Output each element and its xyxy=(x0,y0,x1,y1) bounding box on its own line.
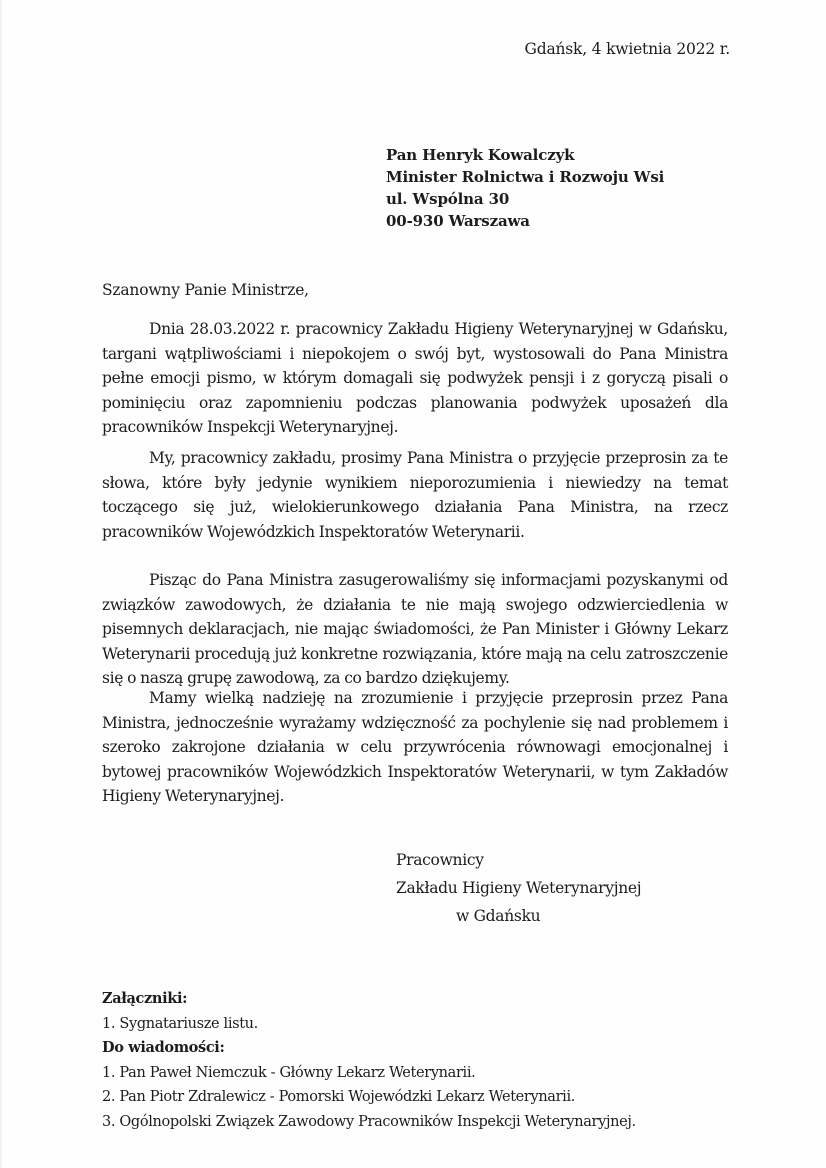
body-paragraph-1 xyxy=(102,317,728,440)
paragraph-text: My, pracownicy zakładu, prosimy Pana Ministra o przyjęcie przeprosin za te słowa, które były jedynie wynikiem nieporozumienia i niewiedzy na temat toczącego się już, wielokierunkowego działania Pana Ministra, na rzecz pracowników Wojewódzkich Inspektoratów Weterynarii. xyxy=(102,449,728,541)
signature-line-2: Zakładu Higieny Weterynaryjnej xyxy=(396,879,642,897)
body-paragraph-3 xyxy=(102,568,728,691)
recipient-address xyxy=(386,144,664,232)
footer-notes xyxy=(102,987,636,1134)
salutation: Szanowny Panie Ministrze, xyxy=(102,281,309,299)
recipient-title: Minister Rolnictwa i Rozwoju Wsi xyxy=(386,168,665,186)
paragraph-text: Pisząc do Pana Ministra zasugerowaliśmy się informacjami pozyskanymi od związków zawodowych, że działania te nie mają swojego odzwierciedlenia w pisemnych deklaracjach, nie mając świadomości, że Pan Minister i Główny Lekarz Weterynarii procedują już konkretne rozwiązania, które mają na celu zatroszczenie się o naszą grupę zawodową, za co bardzo dziękujemy. xyxy=(102,571,728,687)
attachments-heading: Załączniki: xyxy=(102,990,188,1007)
attachment-item: 1. Sygnatariusze listu. xyxy=(102,1015,258,1032)
body-paragraph-4 xyxy=(102,686,728,809)
signature-block xyxy=(396,846,641,930)
paragraph-text: Mamy wielką nadzieję na zrozumienie i przyjęcie przeprosin przez Pana Ministra, jednocześnie wyrażamy wdzięczność za pochylenie się nad problemem i szeroko zakrojone działania w celu przywrócenia równowagi emocjonalnej i bytowej pracowników Wojewódzkich Inspektoratów Weterynarii, w tym Zakładów Higieny Weterynaryjnej. xyxy=(102,689,728,805)
scan-edge xyxy=(0,0,2,1168)
paragraph-text: Dnia 28.03.2022 r. pracownicy Zakładu Higieny Weterynaryjnej w Gdańsku, targani wątpliwościami i niepokojem o swój byt, wystosowali do Pana Ministra pełne emocji pismo, w którym domagali się podwyżek pensji i z goryczą pisali o pominięciu oraz zapomnieniu podczas planowania podwyżek uposażeń dla pracowników Inspekcji Weterynaryjnej. xyxy=(102,320,728,436)
recipient-city: 00-930 Warszawa xyxy=(386,212,530,230)
signature-line-3: w Gdańsku xyxy=(456,907,541,925)
signature-line-1: Pracownicy xyxy=(396,851,484,869)
cc-item: 3. Ogólnopolski Związek Zawodowy Pracowników Inspekcji Weterynaryjnej. xyxy=(102,1113,636,1130)
recipient-name: Pan Henryk Kowalczyk xyxy=(386,146,575,164)
cc-item: 2. Pan Piotr Zdralewicz - Pomorski Wojewódzki Lekarz Weterynarii. xyxy=(102,1089,576,1105)
body-paragraph-2 xyxy=(102,446,728,544)
cc-heading: Do wiadomości: xyxy=(102,1039,225,1056)
cc-item: 1. Pan Paweł Niemczuk - Główny Lekarz Weterynarii. xyxy=(102,1064,476,1081)
recipient-street: ul. Wspólna 30 xyxy=(386,190,510,208)
place-date: Gdańsk, 4 kwietnia 2022 r. xyxy=(524,40,730,58)
